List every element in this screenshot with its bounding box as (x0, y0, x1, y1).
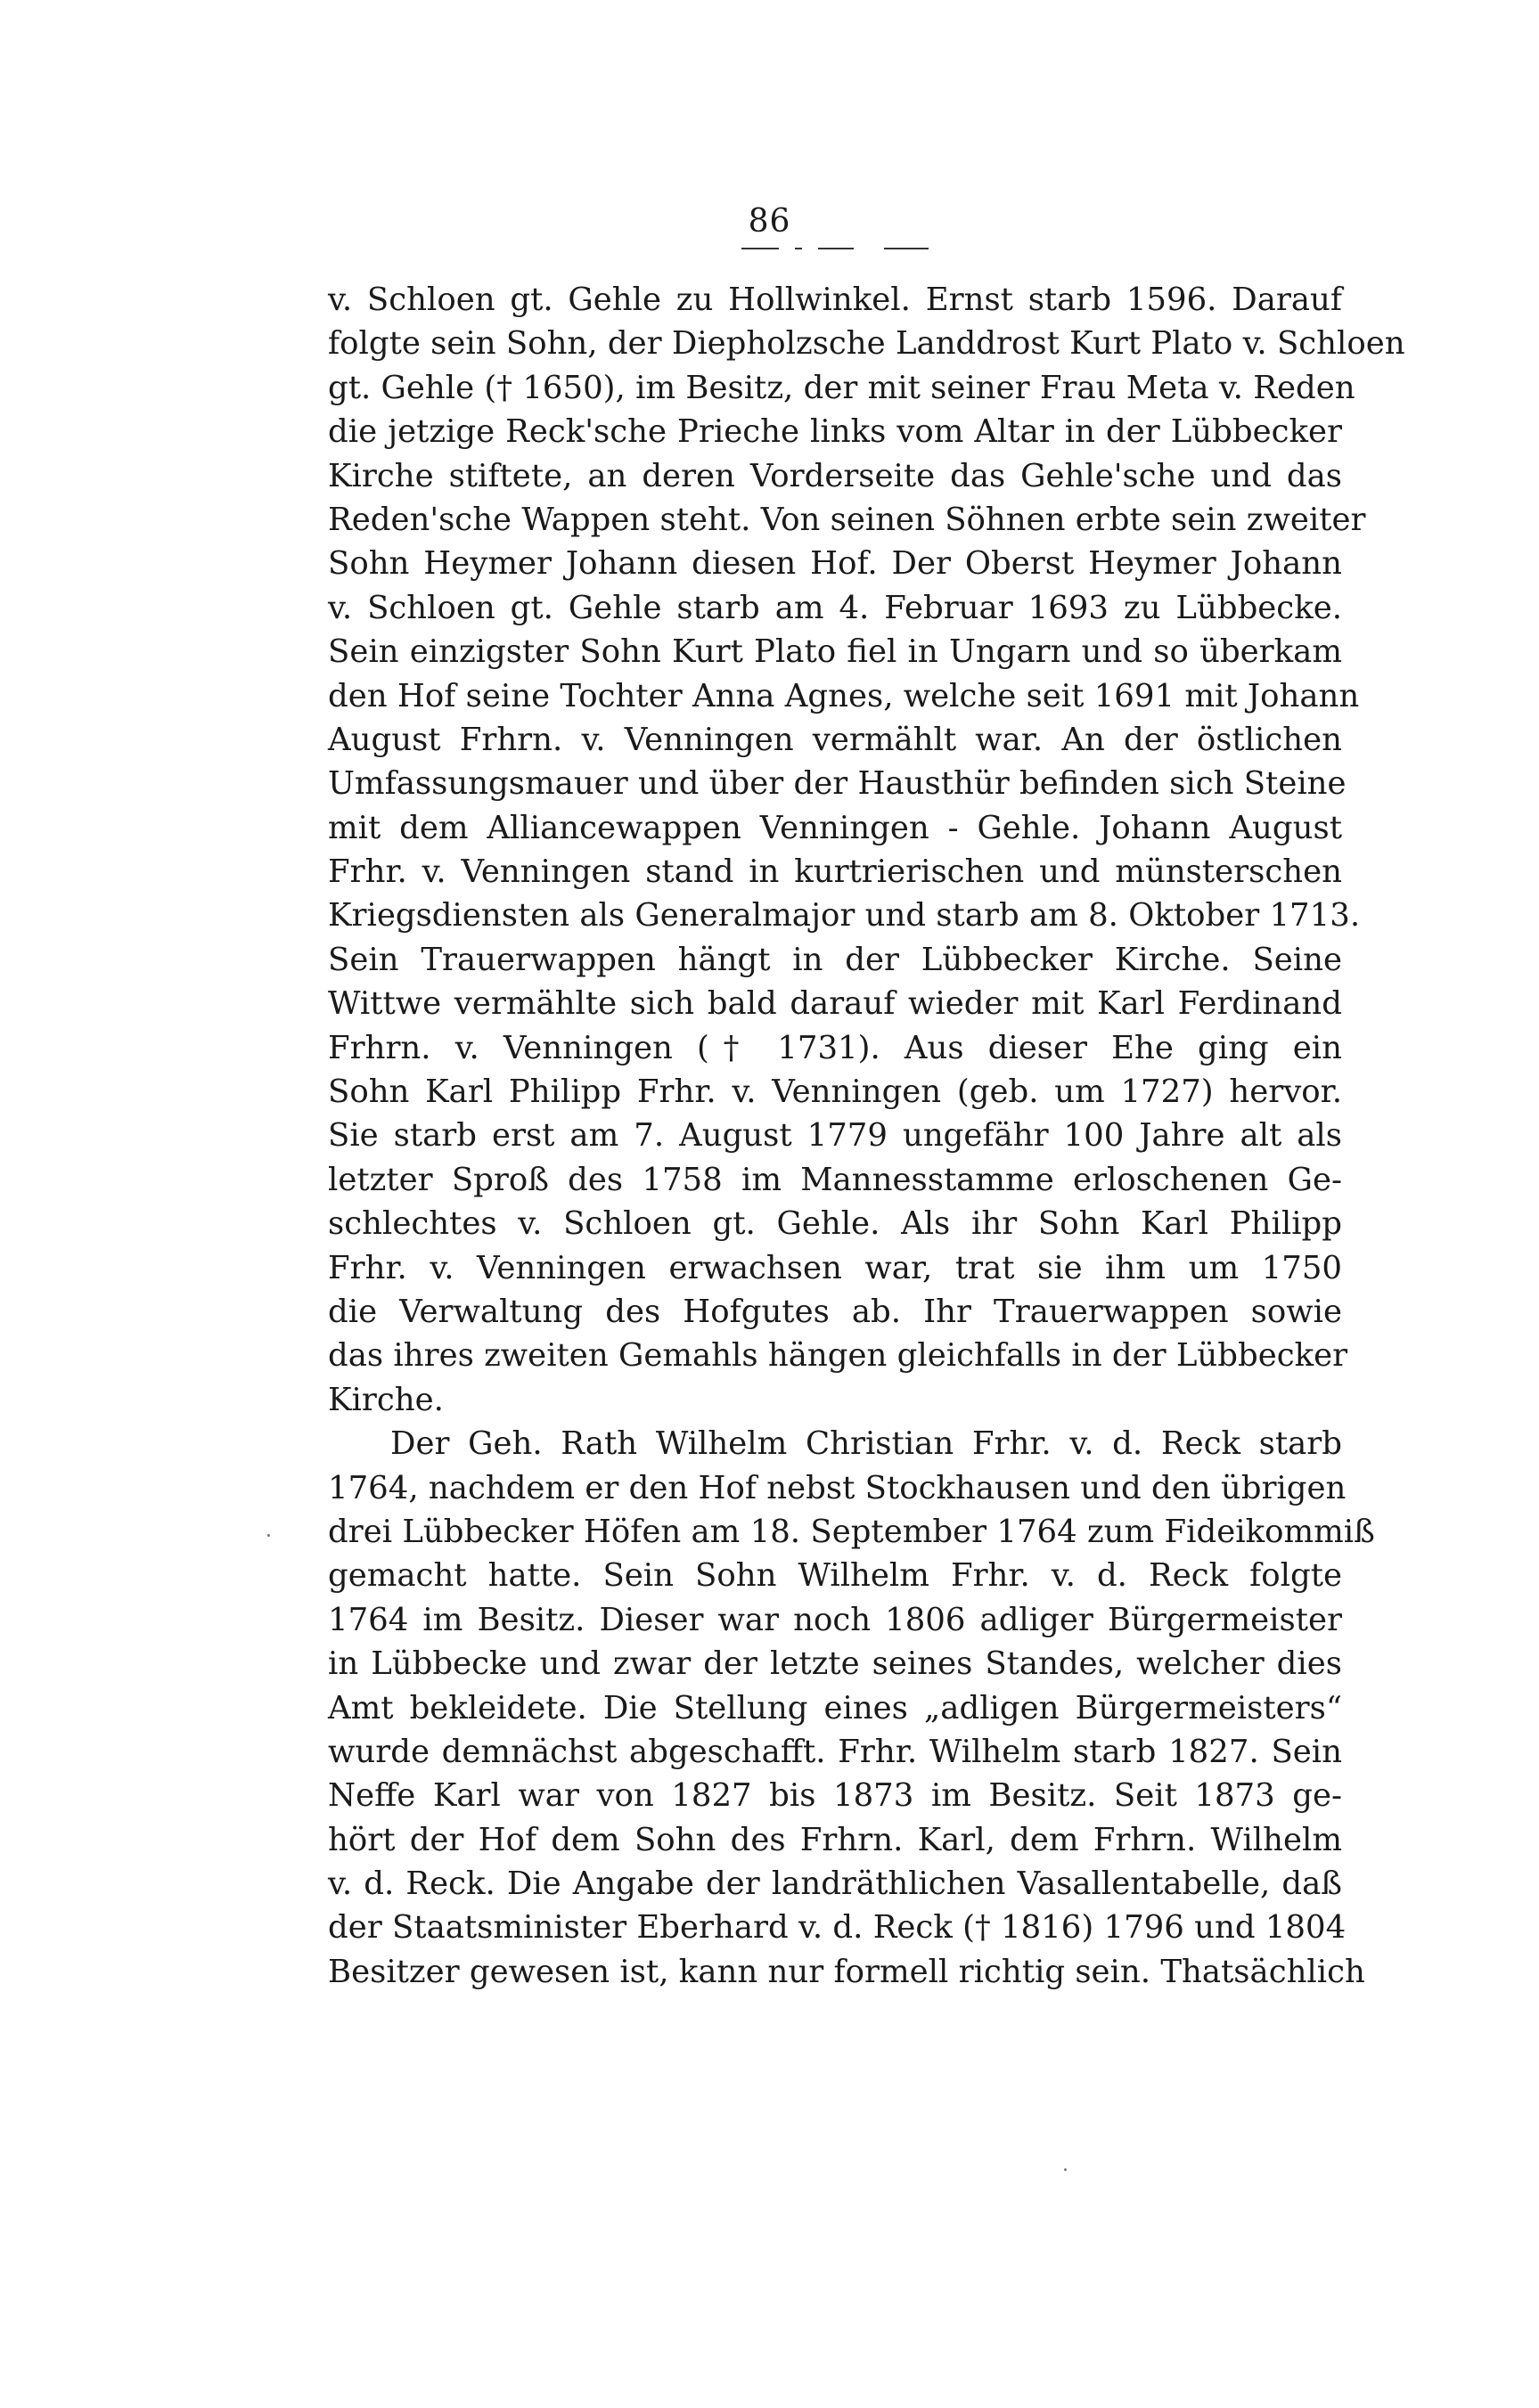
text-line: wurde demnächst abgeschafft. Frhr. Wilhelm starb 1827. Sein (328, 1733, 1342, 1770)
text-line: Sohn Karl Philipp Frhr. v. Venningen (geb. um 1727) hervor. (328, 1073, 1342, 1111)
body-text (328, 278, 1405, 1994)
text-line: gt. Gehle († 1650), im Besitz, der mit seiner Frau Meta v. Reden (328, 369, 1355, 406)
text-line: der Staatsminister Eberhard v. d. Reck († 1816) 1796 und 1804 (328, 1909, 1347, 1947)
text-line: 1764 im Besitz. Dieser war noch 1806 adliger Bürgermeister (328, 1601, 1342, 1638)
text-line: Kriegsdiensten als Generalmajor und starb am 8. Oktober 1713. (328, 897, 1361, 935)
text-line: 1764, nachdem er den Hof nebst Stockhausen und den übrigen (328, 1469, 1347, 1506)
page-number: 86 (748, 203, 791, 240)
text-line: Sie starb erst am 7. August 1779 ungefähr 100 Jahre alt als (328, 1117, 1342, 1155)
text-line: Frhr. v. Venningen stand in kurtrierischen und münsterschen (328, 853, 1342, 891)
text-line: Besitzer gewesen ist, kann nur formell richtig sein. Thatsächlich (328, 1953, 1365, 1990)
text-line: gemacht hatte. Sein Sohn Wilhelm Frhr. v. d. Reck folgte (328, 1557, 1342, 1595)
text-line: Der Geh. Rath Wilhelm Christian Frhr. v. d. Reck starb (390, 1425, 1342, 1463)
paragraph (328, 278, 1405, 1422)
text-line: Neffe Karl war von 1827 bis 1873 im Besitz. Seit 1873 ge- (328, 1777, 1342, 1815)
text-line: die jetzige Reck'sche Prieche links vom Altar in der Lübbecker (328, 413, 1342, 451)
text-line: Kirche. (328, 1381, 444, 1418)
text-line: das ihres zweiten Gemahls hängen gleichfalls in der Lübbecker (328, 1337, 1348, 1375)
text-line: schlechtes v. Schloen gt. Gehle. Als ihr Sohn Karl Philipp (328, 1205, 1342, 1243)
text-line: Frhr. v. Venningen erwachsen war, trat sie ihm um 1750 (328, 1249, 1342, 1286)
text-line: Reden'sche Wappen steht. Von seinen Söhnen erbte sein zweiter (328, 501, 1366, 538)
header-rule-ornament (741, 248, 937, 253)
text-line: v. d. Reck. Die Angabe der landräthlichen Vasallentabelle, daß (328, 1865, 1342, 1903)
paragraph (328, 1422, 1375, 1994)
text-line: Sohn Heymer Johann diesen Hof. Der Oberst Heymer Johann (328, 545, 1342, 583)
text-line: drei Lübbecker Höfen am 18. September 1764 zum Fideikommiß (328, 1513, 1375, 1550)
text-line: in Lübbecke und zwar der letzte seines Standes, welcher dies (328, 1645, 1342, 1683)
text-line: August Frhrn. v. Venningen vermählt war. An der östlichen (328, 721, 1342, 758)
text-line: Wittwe vermählte sich bald darauf wieder mit Karl Ferdinand (328, 985, 1342, 1023)
text-line: Umfassungsmauer und über der Hausthür befinden sich Steine (328, 765, 1347, 803)
text-line: hört der Hof dem Sohn des Frhrn. Karl, dem Frhrn. Wilhelm (328, 1821, 1342, 1858)
text-line: Amt bekleidete. Die Stellung eines „adligen Bürgermeisters“ (328, 1689, 1342, 1726)
text-line: Sein einzigster Sohn Kurt Plato fiel in Ungarn und so überkam (328, 633, 1342, 671)
text-line: v. Schloen gt. Gehle starb am 4. Februar 1693 zu Lübbecke. (328, 589, 1342, 626)
text-line: v. Schloen gt. Gehle zu Hollwinkel. Ernst starb 1596. Darauf (328, 282, 1342, 318)
text-line: Sein Trauerwappen hängt in der Lübbecker Kirche. Seine (328, 941, 1342, 978)
text-line: den Hof seine Tochter Anna Agnes, welche seit 1691 mit Johann (328, 677, 1360, 714)
text-line: mit dem Alliancewappen Venningen - Gehle. Johann August (328, 809, 1342, 846)
text-line: letzter Sproß des 1758 im Mannesstamme erloschenen Ge- (328, 1161, 1342, 1198)
text-line: Kirche stiftete, an deren Vorderseite das Gehle'sche und das (328, 457, 1342, 494)
text-line: folgte sein Sohn, der Diepholzsche Landdrost Kurt Plato v. Schloen (328, 325, 1405, 363)
text-line: die Verwaltung des Hofgutes ab. Ihr Trauerwappen sowie (328, 1293, 1342, 1330)
text-line: Frhrn. v. Venningen († 1731). Aus dieser Ehe ging ein (328, 1029, 1342, 1066)
